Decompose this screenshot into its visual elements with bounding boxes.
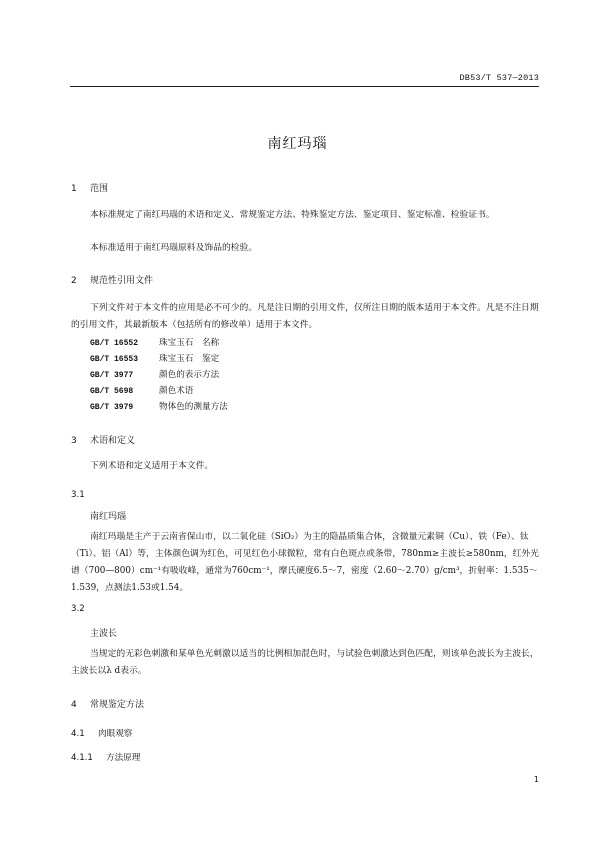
reference-code: GB/T 3977 xyxy=(90,371,134,380)
reference-code: GB/T 5698 xyxy=(90,387,134,396)
section-2-title: 规范性引用文件 xyxy=(90,276,154,286)
section-1-title: 范围 xyxy=(90,184,109,194)
reference-row xyxy=(90,384,193,396)
subsection-4-1-1-heading xyxy=(71,751,140,763)
term-title: 南红玛瑙 xyxy=(90,512,127,522)
section-4-title: 常规鉴定方法 xyxy=(90,700,145,710)
reference-code: GB/T 16552 xyxy=(90,339,139,348)
section-3-intro: 下列术语和定义适用于本文件。 xyxy=(90,461,214,471)
term-title: 主波长 xyxy=(90,629,118,639)
section-1-number: 1 xyxy=(71,184,77,194)
reference-row xyxy=(90,336,219,348)
page-number: 1 xyxy=(533,775,539,784)
subsection-4-1-title: 肉眼观察 xyxy=(98,729,133,739)
section-1-paragraph-2: 本标准适用于南红玛瑙原料及饰品的检验。 xyxy=(90,243,258,253)
reference-row xyxy=(90,400,228,412)
section-2-heading xyxy=(71,273,153,286)
subsection-4-1-heading xyxy=(71,727,132,739)
reference-title: 颜色术语 xyxy=(159,386,194,396)
reference-title: 珠宝玉石 名称 xyxy=(159,338,220,348)
section-3-heading xyxy=(71,433,135,446)
term-number: 3.2 xyxy=(71,604,85,614)
subsection-4-1-number: 4.1 xyxy=(71,729,85,739)
term-number: 3.1 xyxy=(71,490,85,500)
term-definition: 当规定的无彩色刺激和某单色光刺激以适当的比例相加混色时，与试验色刺激达到色匹配，则该单色波长为主波长，主波长以λ d表示。 xyxy=(71,649,539,676)
reference-title: 颜色的表示方法 xyxy=(159,370,220,380)
header-rule xyxy=(70,86,539,87)
reference-row xyxy=(90,352,219,364)
section-1-paragraph-1: 本标准规定了南红玛瑙的术语和定义、常规鉴定方法、特殊鉴定方法、鉴定项目、鉴定标准、检验证书。 xyxy=(90,210,495,220)
section-4-number: 4 xyxy=(71,700,77,710)
reference-title: 珠宝玉石 鉴定 xyxy=(159,354,220,364)
section-1-heading xyxy=(71,181,108,194)
section-2-number: 2 xyxy=(71,276,77,286)
subsection-4-1-1-title: 方法原理 xyxy=(106,753,141,763)
document-title: 南红玛瑙 xyxy=(267,136,328,152)
reference-code: GB/T 16553 xyxy=(90,355,139,364)
reference-title: 物体色的测量方法 xyxy=(159,402,228,412)
section-4-heading xyxy=(71,697,144,710)
section-2-intro: 下列文件对于本文件的应用是必不可少的。凡是注日期的引用文件，仅所注日期的版本适用于本文件。凡是不注日期的引用文件，其最新版本（包括所有的修改单）适用于本文件。 xyxy=(71,303,539,330)
document-code: DB53/T 537—2013 xyxy=(459,73,539,83)
section-3-number: 3 xyxy=(71,436,77,446)
term-definition: 南红玛瑙是主产于云南省保山市，以二氧化硅（SiO₂）为主的隐晶质集合体，含微量元素铜（Cu）、铁（Fe）、钛（Ti）、铝（Al）等，主体颜色调为红色，可见红色小球微粒，常有白色斑点或条带，780nm≥主波长≥580nm，红外光谱（700—800）cm⁻¹有吸收峰，通常为760cm⁻¹，摩氏硬度6.5～7，密度（2.60～2.70）g/cm³，折射率：1.535～1.539，点测法1.53或1.54。 xyxy=(71,532,540,593)
reference-row xyxy=(90,368,219,380)
reference-code: GB/T 3979 xyxy=(90,403,134,412)
section-3-title: 术语和定义 xyxy=(90,436,136,446)
subsection-4-1-1-number: 4.1.1 xyxy=(71,753,93,763)
